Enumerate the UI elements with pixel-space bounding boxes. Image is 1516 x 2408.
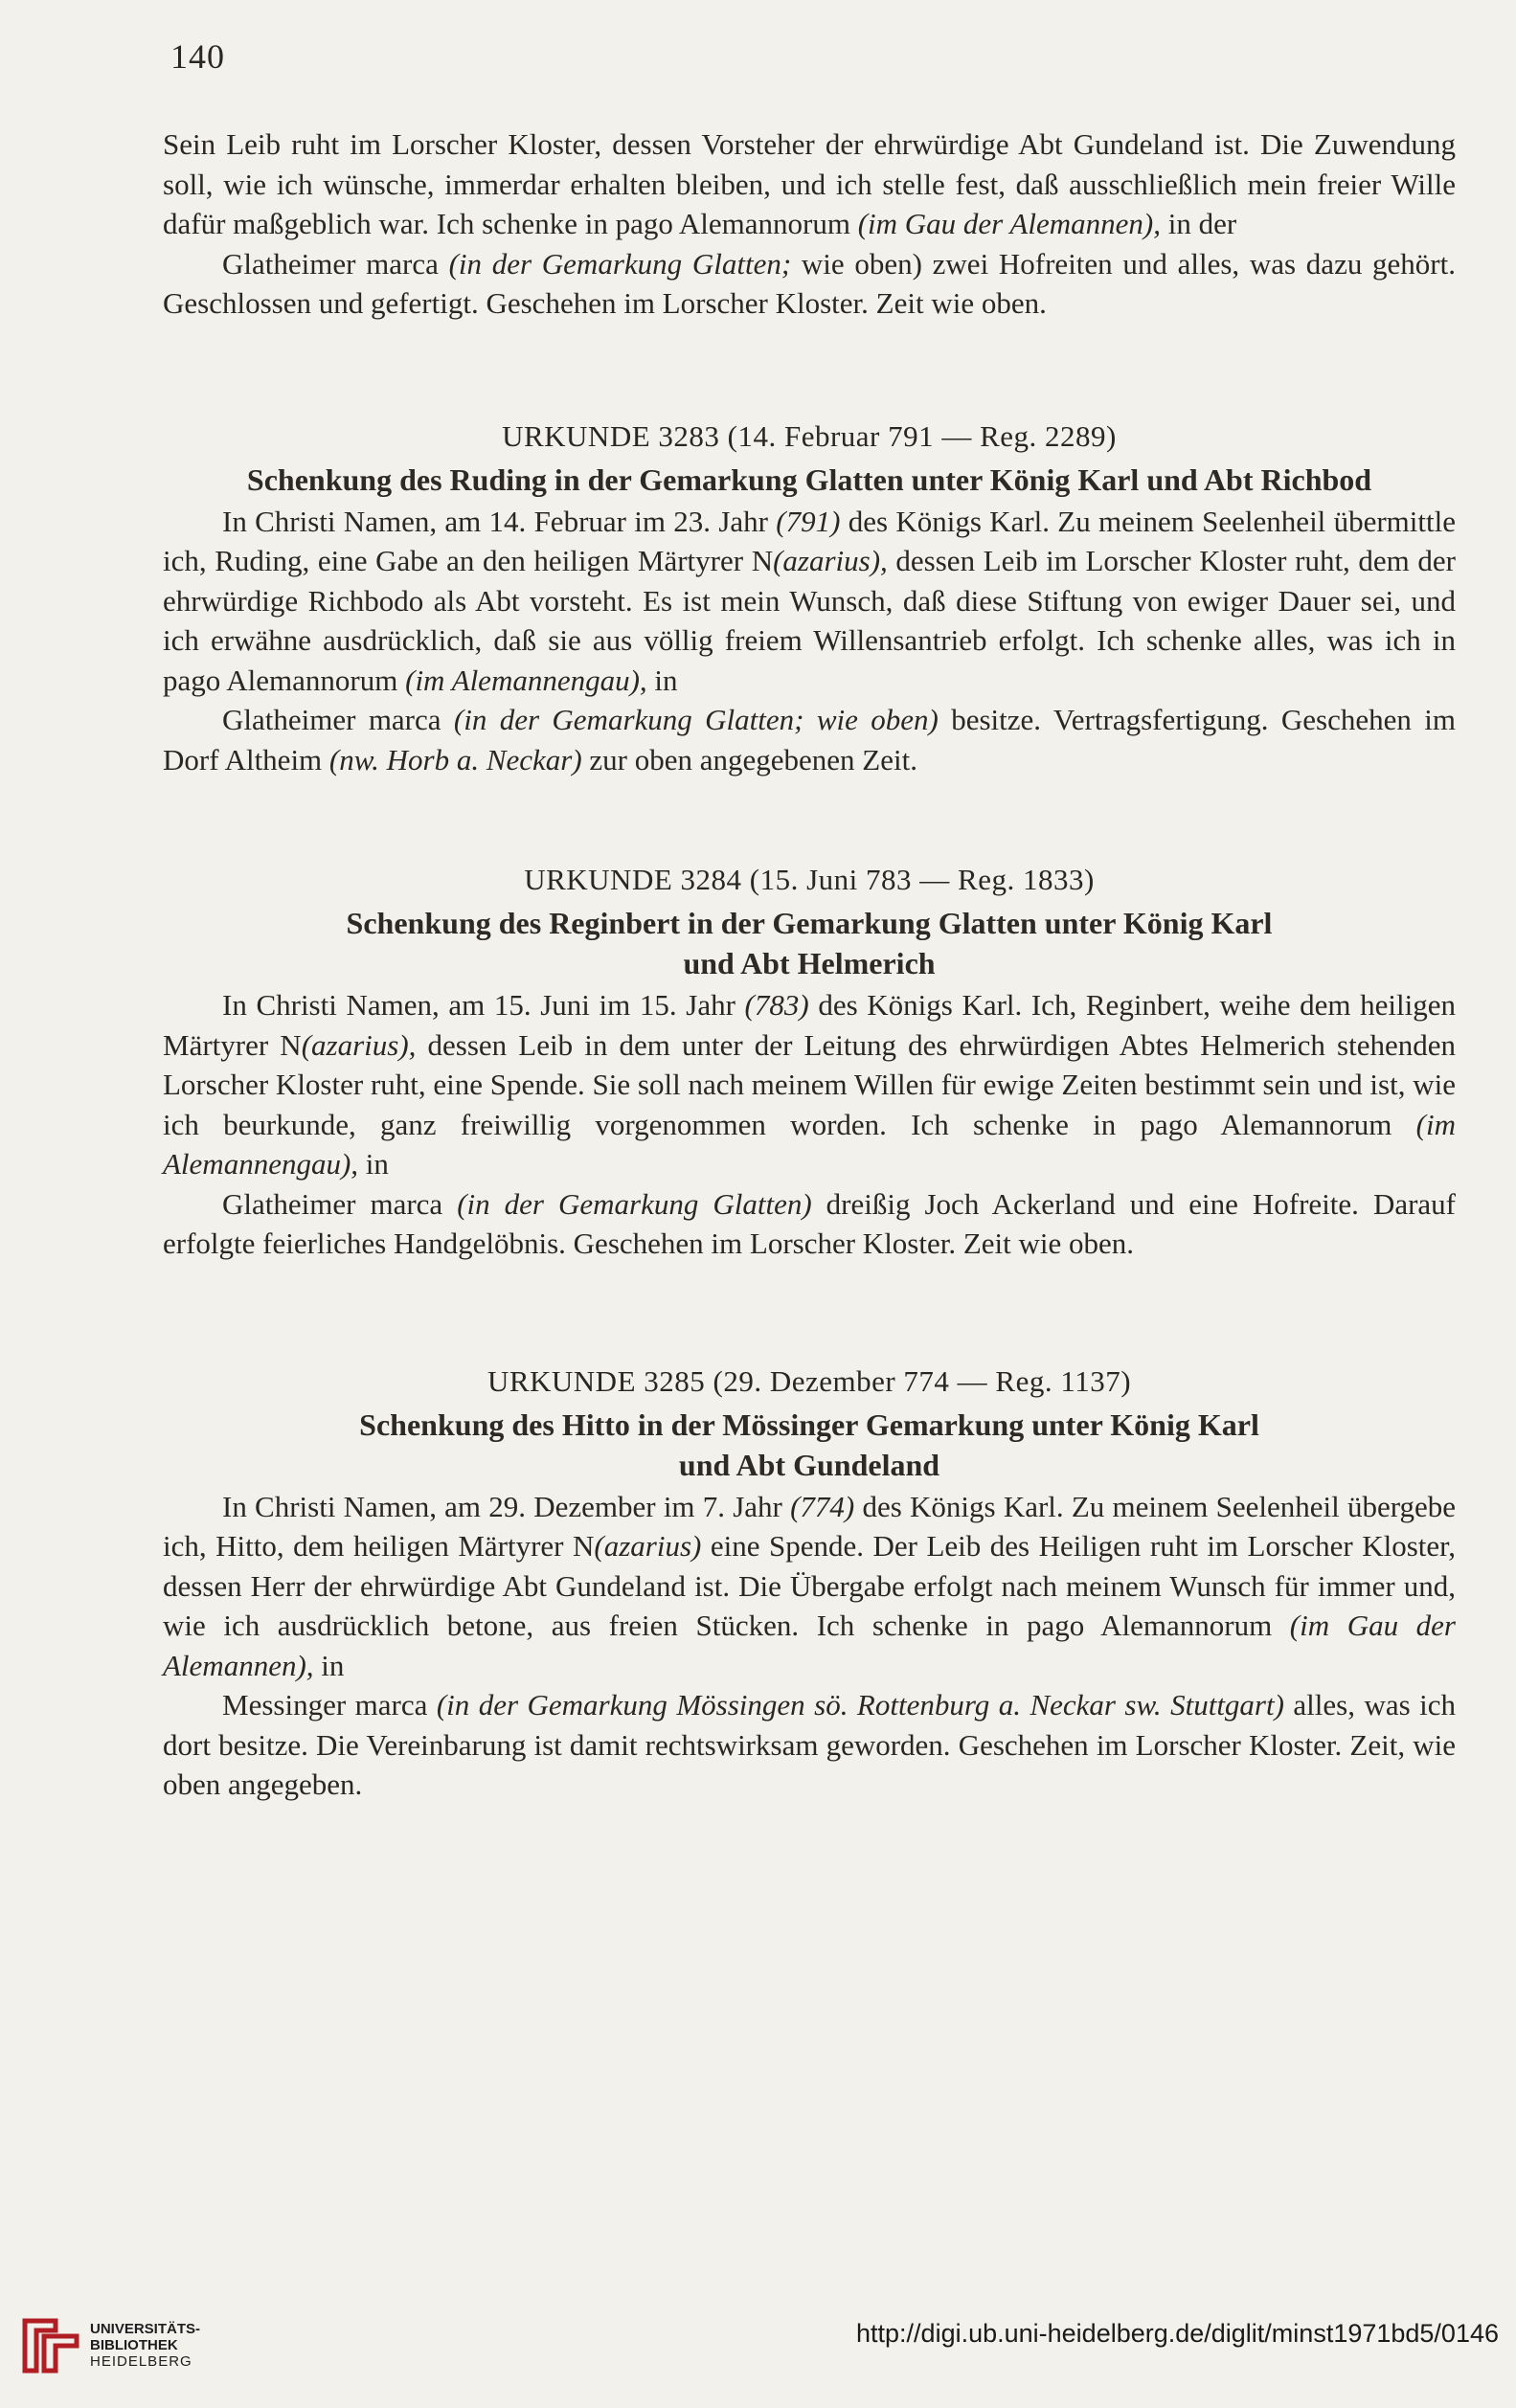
urkunde-3283: [163, 416, 1456, 780]
urkunde-3285-heading: URKUNDE 3285 (29. Dezember 774 — Reg. 1137): [486, 1363, 1132, 1398]
urkunde-3285: [163, 1362, 1456, 1805]
intro-paragraph-1: Sein Leib ruht im Lorscher Kloster, dessen Vorsteher der ehrwürdige Abt Gundeland ist. Die Zuwendung soll, wie ich wünsche, immerdar erhalten bleiben, und ich stelle fest, daß ausschließlich mein freier Wille dafür maßgeblich war. Ich schenke in pago Alemannorum (im Gau der Alemannen), in der: [163, 127, 1456, 240]
page-number: 140: [170, 37, 225, 76]
urkunde-3285-title: Schenkung des Hitto in der Mössinger Gemarkung unter König Karl und Abt Gundeland: [359, 1407, 1259, 1482]
library-logo-icon: [17, 2315, 84, 2376]
footer: [0, 2307, 1516, 2384]
intro-paragraph-2: Glatheimer marca (in der Gemarkung Glatten; wie oben) zwei Hofreiten und alles, was dazu gehört. Geschlossen und gefertigt. Geschehen im Lorscher Kloster. Zeit wie oben.: [163, 246, 1456, 320]
urkunde-3284-heading: URKUNDE 3284 (15. Juni 783 — Reg. 1833): [524, 863, 1095, 896]
library-name: UNIVERSITÄTS- BIBLIOTHEK HEIDELBERG: [90, 2321, 201, 2370]
permalink-url[interactable]: http://digi.ub.uni-heidelberg.de/diglit/minst1971bd5/0146: [856, 2319, 1499, 2348]
urkunde-3284: [163, 860, 1456, 1264]
urkunde-3284-paragraph-1: In Christi Namen, am 15. Juni im 15. Jahr (783) des Königs Karl. Ich, Reginbert, weihe dem heiligen Märtyrer N(azarius), dessen Leib in dem unter der Leitung des ehrwürdigen Abtes Helmerich stehenden Lorscher Kloster ruht, eine Spende. Sie soll nach meinem Willen für ewige Zeiten bestimmt sein und ist, wie ich beurkunde, ganz freiwillig vorgenommen worden. Ich schenke in pago Alemannorum (im Alemannengau), in: [163, 988, 1456, 1181]
urkunde-3283-title: Schenkung des Ruding in der Gemarkung Glatten unter König Karl und Abt Richbod: [246, 461, 1372, 497]
urkunde-3283-heading: URKUNDE 3283 (14. Februar 791 — Reg. 2289): [502, 418, 1117, 453]
urkunde-3285-paragraph-2: Messinger marca (in der Gemarkung Mössingen sö. Rottenburg a. Neckar sw. Stuttgart) alles, was ich dort besitze. Die Vereinbarung ist damit rechtswirksam geworden. Geschehen im Lorscher Kloster. Zeit, wie oben angegeben.: [163, 1688, 1456, 1801]
urkunde-3283-paragraph-2: Glatheimer marca (in der Gemarkung Glatten; wie oben) besitze. Vertragsfertigung. Geschehen im Dorf Altheim (nw. Horb a. Neckar) zur oben angegebenen Zeit.: [163, 703, 1456, 776]
urkunde-3284-title: Schenkung des Reginbert in der Gemarkung Glatten unter König Karl und Abt Helmerich: [346, 906, 1273, 980]
urkunde-3283-paragraph-1: In Christi Namen, am 14. Februar im 23. Jahr (791) des Königs Karl. Zu meinem Seelenheil übermittle ich, Ruding, eine Gabe an den heiligen Märtyrer N(azarius), dessen Leib im Lorscher Kloster ruht, dem der ehrwürdige Richbodo als Abt vorsteht. Es ist mein Wunsch, daß diese Stiftung von ewiger Dauer sei, und ich erwähne ausdrücklich, daß sie aus völlig freiem Willensantrieb erfolgt. Ich schenke alles, was ich in pago Alemannorum (im Alemannengau), in: [163, 504, 1456, 697]
urkunde-3284-paragraph-2: Glatheimer marca (in der Gemarkung Glatten) dreißig Joch Ackerland und eine Hofreite. Darauf erfolgte feierliches Handgelöbnis. Geschehen im Lorscher Kloster. Zeit wie oben.: [163, 1186, 1456, 1260]
page-text: [163, 124, 1456, 1805]
urkunde-3285-paragraph-1: In Christi Namen, am 29. Dezember im 7. Jahr (774) des Königs Karl. Zu meinem Seelenheil übergebe ich, Hitto, dem heiligen Märtyrer N(azarius) eine Spende. Der Leib des Heiligen ruht im Lorscher Kloster, dessen Herr der ehrwürdige Abt Gundeland ist. Die Übergabe erfolgt nach meinem Wunsch für immer und, wie ich ausdrücklich betone, aus freien Stücken. Ich schenke in pago Alemannorum (im Gau der Alemannen), in: [163, 1489, 1456, 1682]
